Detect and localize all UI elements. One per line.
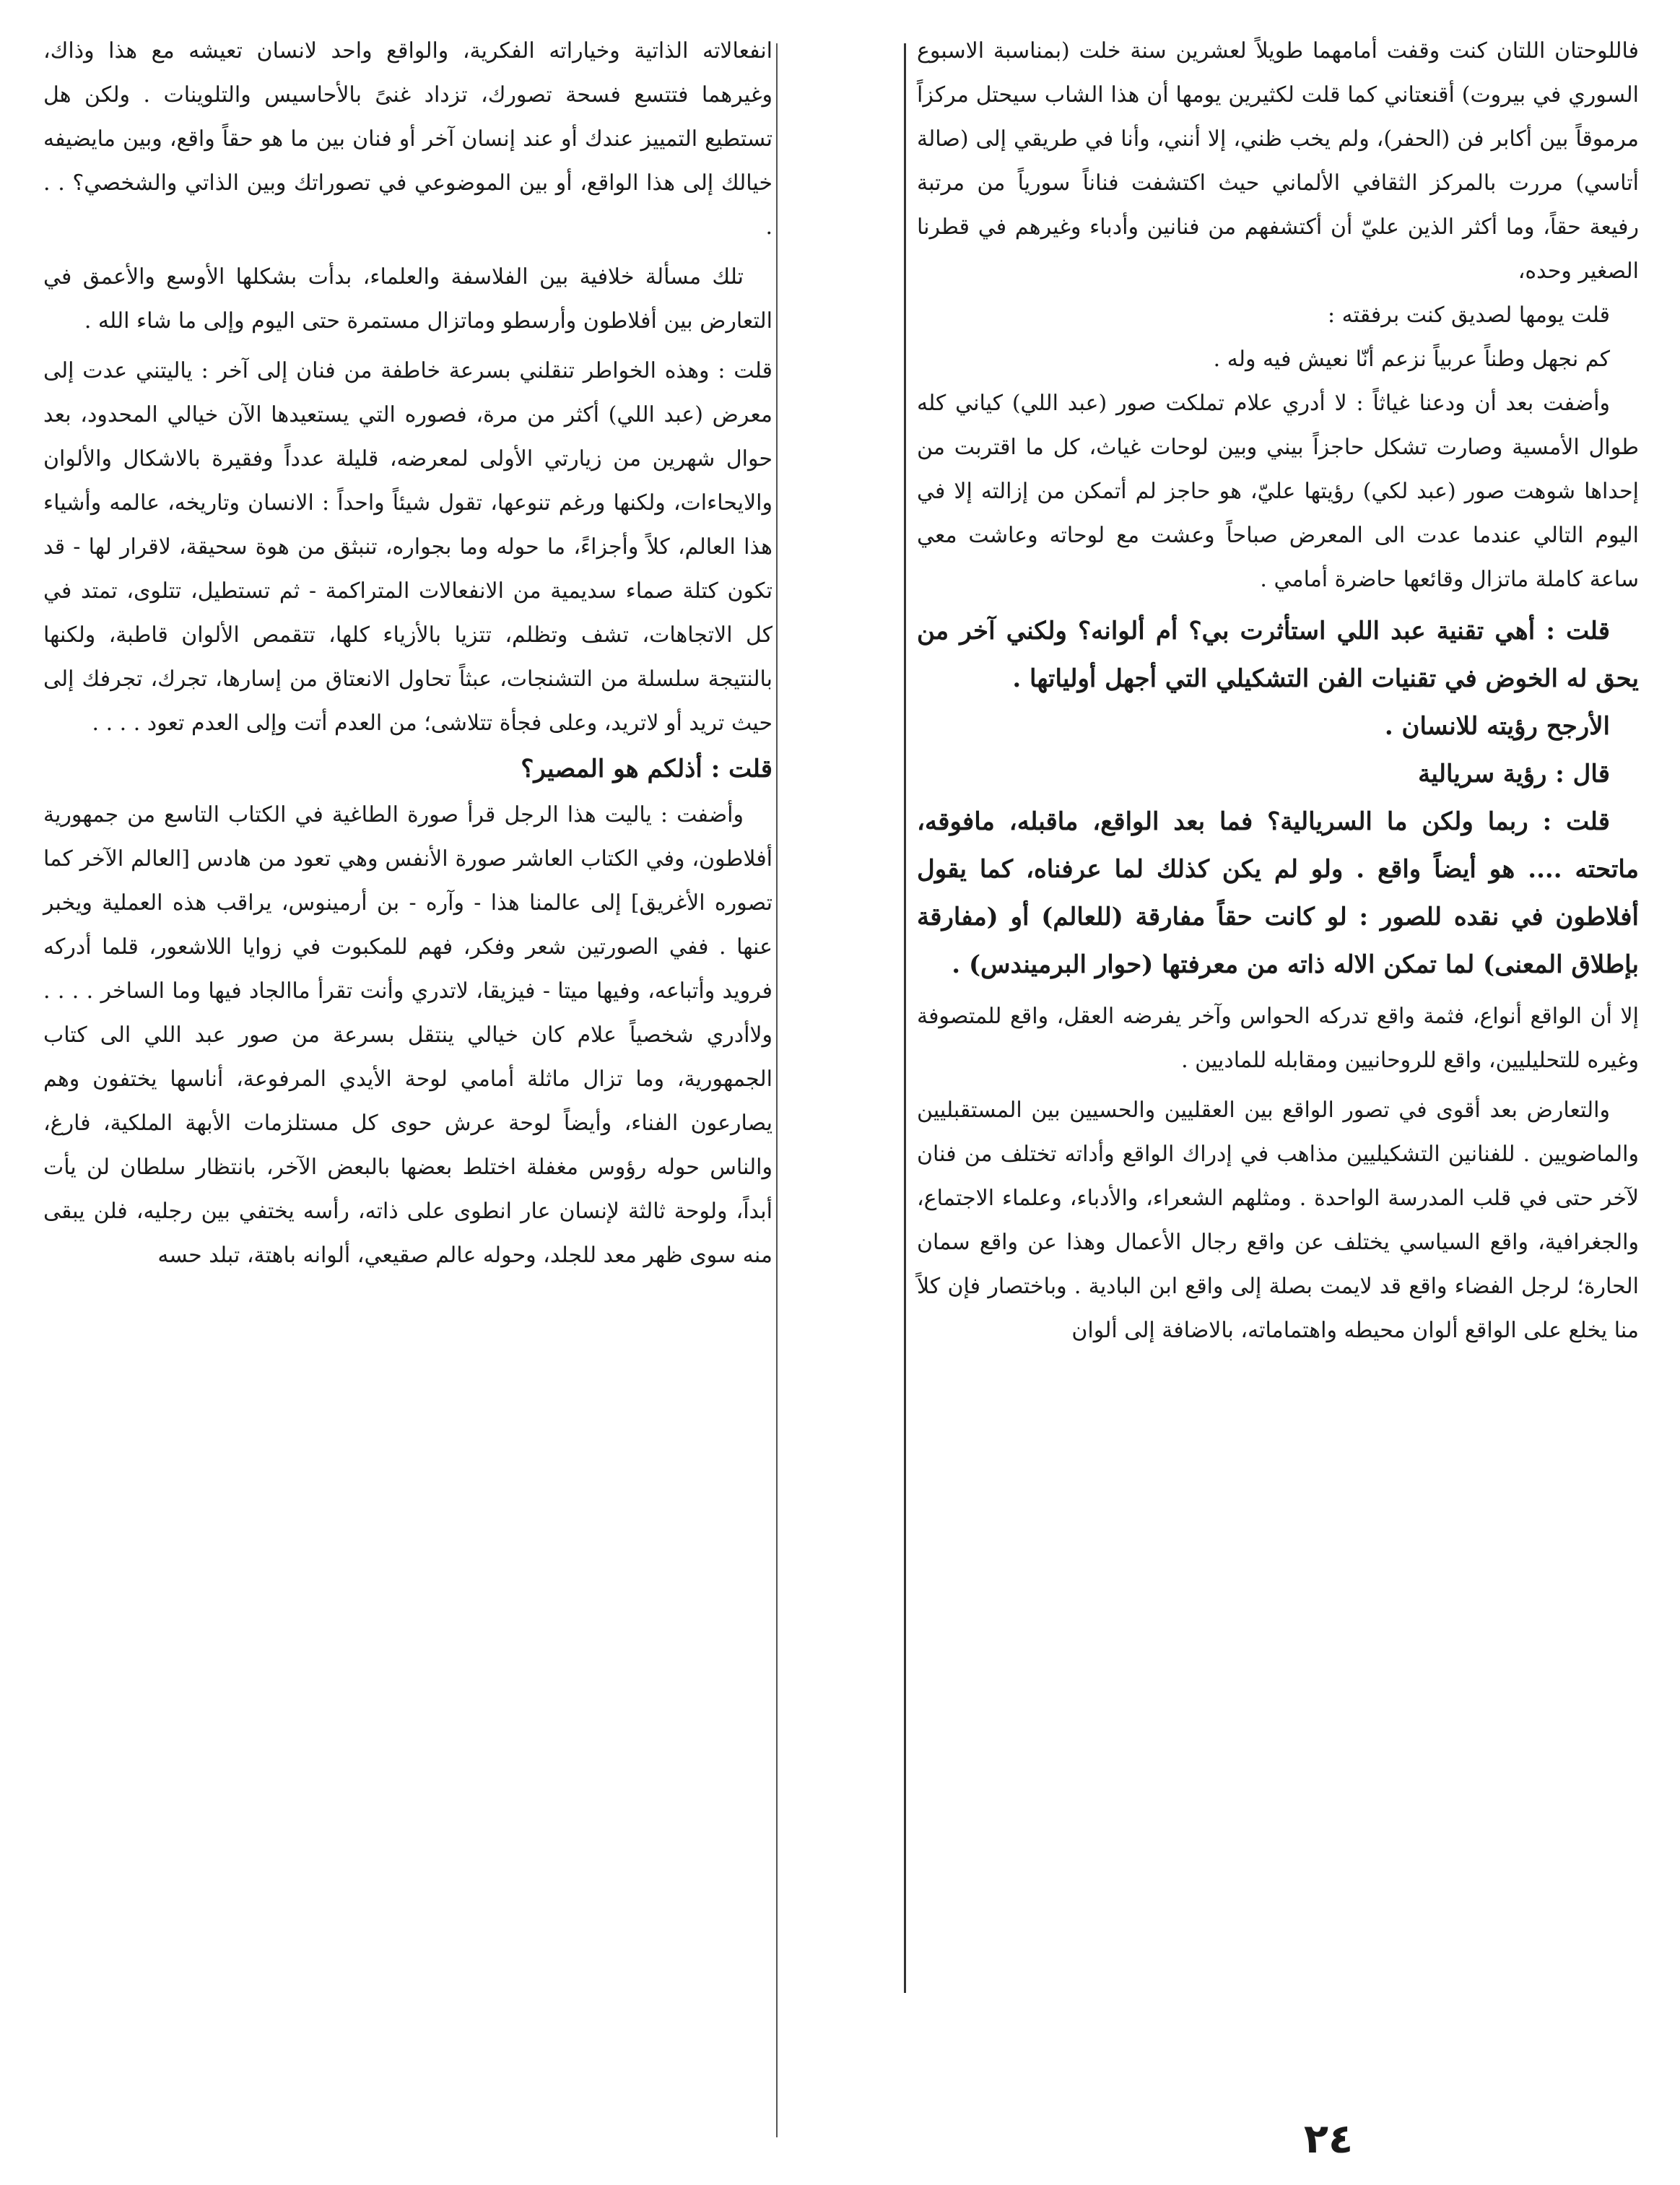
bold-line: الأرجح رؤيته للانسان . — [1384, 712, 1610, 741]
left-column — [43, 29, 772, 2123]
right-column — [917, 29, 1639, 2123]
page-number: ٢٤ — [1303, 2116, 1354, 2163]
column-divider — [776, 43, 778, 2137]
paragraph: وأضفت بعد أن ودعنا غياثاً : لا أدري علام تملكت صور (عبد اللي) كياني كله طوال الأمسية وصارت تشكل حاجزاً بيني وبين لوحات غياث، كل ما اقتربت من إحداها شوهت صور (عبد لكي) رؤيتها عليّ، هو حاجز لم أتمكن من إزالته إلا في اليوم التالي عندما عدت الى المعرض صباحاً وعشت مع لوحاته وعاشت معي ساعة كاملة ماتزال وقائعها حاضرة أمامي . — [917, 391, 1639, 592]
column-divider — [904, 43, 906, 1993]
paragraph: تلك مسألة خلافية بين الفلاسفة والعلماء، بدأت بشكلها الأوسع والأعمق في التعارض بين أفلاطون وأرسطو وماتزال مستمرة حتى اليوم وإلى ما شاء الله . — [43, 264, 772, 334]
bold-question: قلت : أذلكم هو المصير؟ — [521, 755, 772, 783]
bold-paragraph: قلت : ربما ولكن ما السريالية؟ فما بعد الواقع، ماقبله، مافوقه، ماتحته .... هو أيضاً واقع . ولو لم يكن كذلك لما عرفناه، كما يقول أفلاطون في نقده للصور : لو كانت حقاً مفارقة (للعالم) أو (مفارقة بإطلاق المعنى) لما تمكن الاله ذاته من معرفتها (حوار البرميندس) . — [917, 807, 1639, 979]
paragraph: والتعارض بعد أقوى في تصور الواقع بين العقليين والحسيين بين المستقبليين والماضويين . للفنانين التشكيليين مذاهب في إدراك الواقع وأداته تختلف من فنان لآخر حتى في قلب المدرسة الواحدة . ومثلهم الشعراء، والأدباء، وعلماء الاجتماع، والجغرافية، واقع السياسي يختلف عن واقع رجال الأعمال وهذا عن واقع سمان الحارة؛ لرجل الفضاء واقع قد لايمت بصلة إلى واقع ابن البادية . وباختصار فإن كلاً منا يخلع على الواقع ألوان محيطه واهتماماته، بالاضافة إلى ألوان — [917, 1098, 1639, 1343]
bold-question: قلت : أهي تقنية عبد اللي استأثرت بي؟ أم ألوانه؟ ولكني آخر من يحق له الخوض في تقنيات الفن التشكيلي التي أجهل أولياتها . — [917, 617, 1639, 693]
paragraph: وأضفت : ياليت هذا الرجل قرأ صورة الطاغية في الكتاب التاسع من جمهورية أفلاطون، وفي الكتاب العاشر صورة الأنفس وهي تعود من هادس [العالم الآخر كما تصوره الأغريق] إلى عالمنا هذا - وآره - بن أرمينوس، يراقب هذه العملية ويخبر عنها . ففي الصورتين شعر وفكر، فهم للمكبوت في زوايا اللاشعور، قلما أدركه فرويد وأتباعه، وفيها ميتا - فيزيقا، لاتدري وأنت تقرأ ماالجاد فيها وما الساخر . . . . ولاأدري شخصياً علام كان خيالي ينتقل بسرعة من صور عبد اللي الى كتاب الجمهورية، وما تزال ماثلة أمامي لوحة الأيدي المرفوعة، أناسها يختفون وهم يصارعون الفناء، وأيضاً لوحة عرش حوى كل مستلزمات الأبهة الملكية، فارغ، والناس حوله رؤوس مغفلة اختلط بعضها بالبعض الآخر، بانتظار سلطان لن يأت أبداً، ولوحة ثالثة لإنسان عار انطوى على ذاته، رأسه يختفي بين رجليه، فلن يبقى منه سوى ظهر معد للجلد، وحوله عالم صقيعي، ألوانه باهتة، تبلد حسه — [43, 802, 772, 1268]
paragraph: قلت يومها لصديق كنت برفقته : — [1327, 303, 1610, 328]
paragraph: انفعالاته الذاتية وخياراته الفكرية، والواقع واحد لانسان تعيشه مع هذا وذاك، وغيرهما فتتسع فسحة تصورك، تزداد غنىً بالأحاسيس والتلوينات . ولكن هل تستطيع التمييز عندك أو عند إنسان آخر أو فنان بين ما هو حقاً واقع، وبين مايضيفه خيالك إلى هذا الواقع، أو بين الموضوعي في تصوراتك وبين الذاتي والشخصي؟ . . . — [43, 38, 772, 240]
bold-line: قال : رؤية سريالية — [1418, 760, 1610, 789]
paragraph: إلا أن الواقع أنواع، فثمة واقع تدركه الحواس وآخر يفرضه العقل، واقع للمتصوفة وغيره للتحليليين، واقع للروحانيين ومقابله للماديين . — [917, 1004, 1639, 1073]
paragraph: فاللوحتان اللتان كنت وقفت أمامهما طويلاً لعشرين سنة خلت (بمناسبة الاسبوع السوري في بيروت) أقنعتاني كما قلت لكثيرين يومها أن هذا الشاب سيحتل مركزاً مرموقاً بين أكابر فن (الحفر)، ولم يخب ظني، إلا أنني، وأنا في طريقي إلى (صالة أتاسي) مررت بالمركز الثقافي الألماني حيث اكتشفت فناناً سورياً من مرتبة رفيعة حقاً، وما أكثر الذين عليّ أن أكتشفهم من فنانين وأدباء وغيرهم في قطرنا الصغير وحده، — [917, 38, 1640, 284]
verse-line: كم نجهل وطناً عربياً نزعم أنّا نعيش فيه وله . — [1213, 347, 1610, 372]
paragraph: قلت : وهذه الخواطر تنقلني بسرعة خاطفة من فنان إلى آخر : ياليتني عدت إلى معرض (عبد اللي) أكثر من مرة، فصوره التي يستعيدها الآن خيالي المحدود، بعد حوال شهرين من زيارتي الأولى لمعرضه، قليلة عدداً وفقيرة بالاشكال والألوان والايحاءات، ولكنها ورغم تنوعها، تقول شيئاً واحداً : الانسان وتاريخه، عالمه وأشياء هذا العالم، كلاً وأجزاءً، ما حوله وما بجواره، تنبثق من هوة سحيقة، لاقرار لها - قد تكون كتلة صماء سديمية من الانفعالات المتراكمة - ثم تستطيل، تتلوى، تمتد في كل الاتجاهات، تشف وتظلم، تتزيا بالأزياء كلها، تتقمص الألوان قاطبة، ولكنها بالنتيجة سلسلة من التشنجات، عبثاً تحاول الانعتاق من إسارها، تجرك، تجرفك إلى حيث تريد أو لاتريد، وعلى فجأة تتلاشى؛ من العدم أتت وإلى العدم تعود . . . . — [43, 358, 772, 736]
